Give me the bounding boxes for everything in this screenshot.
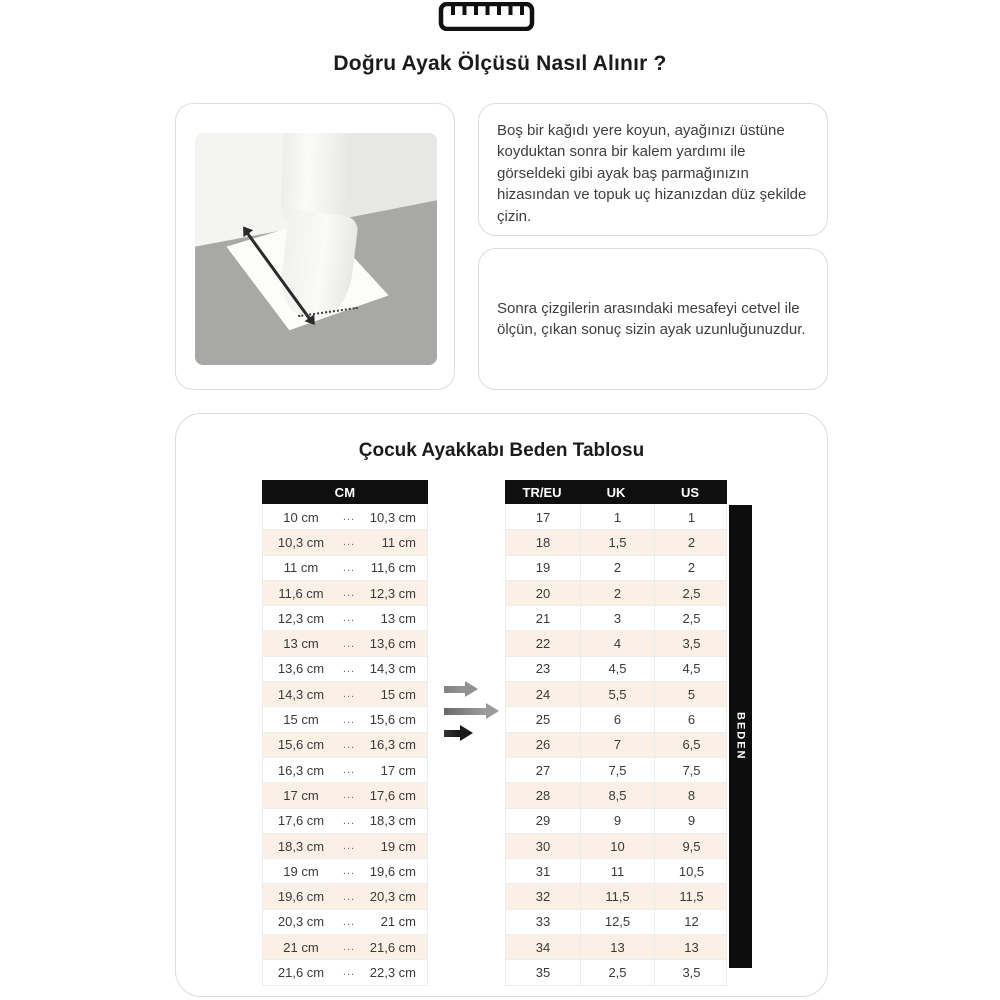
cm-range-row [262,809,428,834]
us-cell: 9 [654,809,728,833]
cm-to-cell: 17 cm [380,762,416,778]
cm-to-cell: 22,3 cm [369,964,416,980]
arrow-right-icon [444,703,499,719]
us-cell: 5 [654,682,728,706]
cm-to-cell: 13 cm [380,610,416,626]
instruction-box-1 [478,103,828,236]
cm-from-cell: 18,3 cm [277,838,325,854]
cm-range-row [262,682,428,707]
tr-eu-cell: 24 [535,686,551,702]
column-header-uk: UK [606,484,626,500]
cm-from-cell: 12,3 cm [277,610,325,626]
uk-cell: 11 [580,859,654,883]
cm-range-row [262,606,428,631]
cm-range-row [262,530,428,555]
tr-eu-cell: 34 [535,939,551,955]
tr-eu-cell: 20 [535,585,551,601]
size-row [505,910,727,935]
uk-cell: 13 [580,935,654,959]
uk-cell: 7,5 [580,758,654,782]
cm-from-cell: 15,6 cm [277,737,325,753]
cm-range-row [262,581,428,606]
cm-to-cell: 14,3 cm [369,661,416,677]
uk-cell: 1,5 [580,530,654,554]
us-cell: 13 [654,935,728,959]
size-table-title: Çocuk Ayakkabı Beden Tablosu [358,440,645,461]
cm-from-cell: 11,6 cm [278,585,324,601]
tr-eu-cell: 29 [535,813,551,829]
tr-eu-cell: 30 [535,838,551,854]
range-separator: ... [342,738,356,751]
uk-cell: 6 [580,707,654,731]
uk-cell: 9 [580,809,654,833]
range-separator: ... [342,612,356,625]
tr-eu-cell: 26 [535,737,551,753]
cm-to-cell: 17,6 cm [369,787,416,803]
cm-range-row [262,960,428,985]
size-row [505,606,727,631]
cm-from-cell: 10 cm [283,509,319,525]
cm-range-row [262,657,428,682]
size-row [505,758,727,783]
range-separator: ... [342,789,356,802]
size-row [505,960,727,985]
tr-eu-cell: 27 [535,762,551,778]
cm-to-cell: 15 cm [380,686,416,702]
cm-from-cell: 10,3 cm [277,534,325,550]
uk-cell: 2 [580,581,654,605]
cm-from-cell: 16,3 cm [277,762,325,778]
cm-table-header: CM [262,480,428,504]
size-table-header [505,480,727,504]
size-row [505,530,727,555]
range-separator: ... [342,865,356,878]
cm-from-cell: 11 cm [283,560,319,576]
us-cell: 12 [654,910,728,934]
cm-range-row [262,834,428,859]
tr-eu-cell: 19 [535,560,551,576]
measurement-photo-card [175,103,455,390]
instruction-box-2 [478,248,828,390]
size-row [505,834,727,859]
instruction-text-2: Sonra çizgilerin arasındaki mesafeyi cetvel ile ölçün, çıkan sonuç sizin ayak uzunluğunuzdur. [497,299,806,338]
cm-from-cell: 13 cm [283,636,319,652]
us-cell: 10,5 [654,859,728,883]
range-separator: ... [342,915,356,928]
range-separator: ... [342,764,356,777]
us-cell: 9,5 [654,834,728,858]
size-table-body [505,505,727,986]
uk-cell: 8,5 [580,783,654,807]
cm-to-cell: 20,3 cm [369,889,416,905]
uk-cell: 12,5 [580,910,654,934]
us-cell: 11,5 [654,884,728,908]
cm-range-row [262,707,428,732]
size-row [505,707,727,732]
cm-to-cell: 11,6 cm [370,560,416,576]
cm-from-cell: 19,6 cm [277,889,325,905]
page-title: Doğru Ayak Ölçüsü Nasıl Alınır ? [333,52,667,75]
instruction-text-1: Boş bir kağıdı yere koyun, ayağınızı üstüne koyduktan sonra bir kalem yardımı ile görseldeki gibi ayak baş parmağınızın hizasından ve topuk uç hizanızdan düz şekilde çizin. [497,122,807,225]
range-separator: ... [342,587,356,600]
cm-to-cell: 13,6 cm [369,636,416,652]
size-row [505,682,727,707]
ruler-icon [438,2,535,31]
us-cell: 2,5 [654,606,728,630]
us-cell: 2 [654,530,728,554]
cm-to-cell: 10,3 cm [369,509,416,525]
size-row [505,859,727,884]
uk-cell: 11,5 [580,884,654,908]
cm-from-cell: 21,6 cm [277,964,325,980]
cm-range-row [262,631,428,656]
us-cell: 3,5 [654,960,728,984]
column-header-us: US [680,484,700,500]
uk-cell: 5,5 [580,682,654,706]
column-header-tr-eu: TR/EU [522,484,562,500]
size-row [505,884,727,909]
range-separator: ... [342,637,356,650]
uk-cell: 7 [580,733,654,757]
range-separator: ... [342,890,356,903]
cm-range-row [262,505,428,530]
cm-range-row [262,935,428,960]
cm-table-body [262,505,428,986]
tr-eu-cell: 35 [535,964,551,980]
range-separator: ... [342,966,356,979]
cm-to-cell: 18,3 cm [369,813,416,829]
cm-to-cell: 21,6 cm [369,939,416,955]
us-cell: 4,5 [654,657,728,681]
us-cell: 2,5 [654,581,728,605]
range-separator: ... [342,713,356,726]
cm-range-row [262,758,428,783]
size-row [505,935,727,960]
cm-to-cell: 12,3 cm [369,585,416,601]
cm-range-row [262,884,428,909]
cm-from-cell: 20,3 cm [277,914,325,930]
range-separator: ... [342,688,356,701]
tr-eu-cell: 25 [535,712,551,728]
uk-cell: 2,5 [580,960,654,984]
tr-eu-cell: 18 [535,534,551,550]
cm-from-cell: 19 cm [283,863,319,879]
uk-cell: 1 [580,505,654,529]
tr-eu-cell: 33 [535,914,551,930]
range-separator: ... [342,814,356,827]
size-row [505,783,727,808]
arrow-right-icon [444,725,499,741]
us-cell: 6 [654,707,728,731]
size-row [505,581,727,606]
beden-label: BEDEN [734,712,747,761]
cm-from-cell: 17 cm [283,787,319,803]
cm-from-cell: 21 cm [283,939,319,955]
cm-range-row [262,783,428,808]
size-row [505,733,727,758]
foot-measurement-photo [195,133,437,365]
range-separator: ... [342,536,356,549]
tr-eu-cell: 17 [535,509,551,525]
cm-from-cell: 15 cm [283,712,319,728]
cm-from-cell: 13,6 cm [277,661,325,677]
cm-to-cell: 16,3 cm [369,737,416,753]
uk-cell: 4,5 [580,657,654,681]
us-cell: 6,5 [654,733,728,757]
tr-eu-cell: 21 [535,610,551,626]
us-cell: 1 [654,505,728,529]
cm-range-row [262,733,428,758]
tr-eu-cell: 23 [535,661,551,677]
size-row [505,631,727,656]
range-separator: ... [342,840,356,852]
range-separator: ... [342,662,356,675]
cm-from-cell: 17,6 cm [277,813,325,829]
transfer-arrows [444,681,499,747]
beden-side-bar [729,505,752,968]
tr-eu-cell: 28 [535,787,551,803]
us-cell: 2 [654,556,728,580]
tr-eu-cell: 31 [535,863,551,879]
us-cell: 7,5 [654,758,728,782]
tr-eu-cell: 32 [535,889,551,905]
size-row [505,556,727,581]
range-separator: ... [342,941,356,954]
cm-range-row [262,556,428,581]
us-cell: 8 [654,783,728,807]
cm-to-cell: 15,6 cm [369,712,416,728]
cm-to-cell: 19 cm [380,838,416,854]
uk-cell: 3 [580,606,654,630]
cm-range-row [262,910,428,935]
cm-to-cell: 11 cm [381,534,416,550]
cm-from-cell: 14,3 cm [277,686,325,702]
us-cell: 3,5 [654,631,728,655]
range-separator: ... [342,561,356,574]
uk-cell: 10 [580,834,654,858]
cm-to-cell: 21 cm [380,914,416,930]
uk-cell: 4 [580,631,654,655]
size-row [505,505,727,530]
uk-cell: 2 [580,556,654,580]
cm-to-cell: 19,6 cm [369,863,416,879]
arrow-right-icon [444,681,499,697]
size-row [505,809,727,834]
range-separator: ... [342,511,356,524]
cm-range-row [262,859,428,884]
tr-eu-cell: 22 [535,636,551,652]
size-row [505,657,727,682]
